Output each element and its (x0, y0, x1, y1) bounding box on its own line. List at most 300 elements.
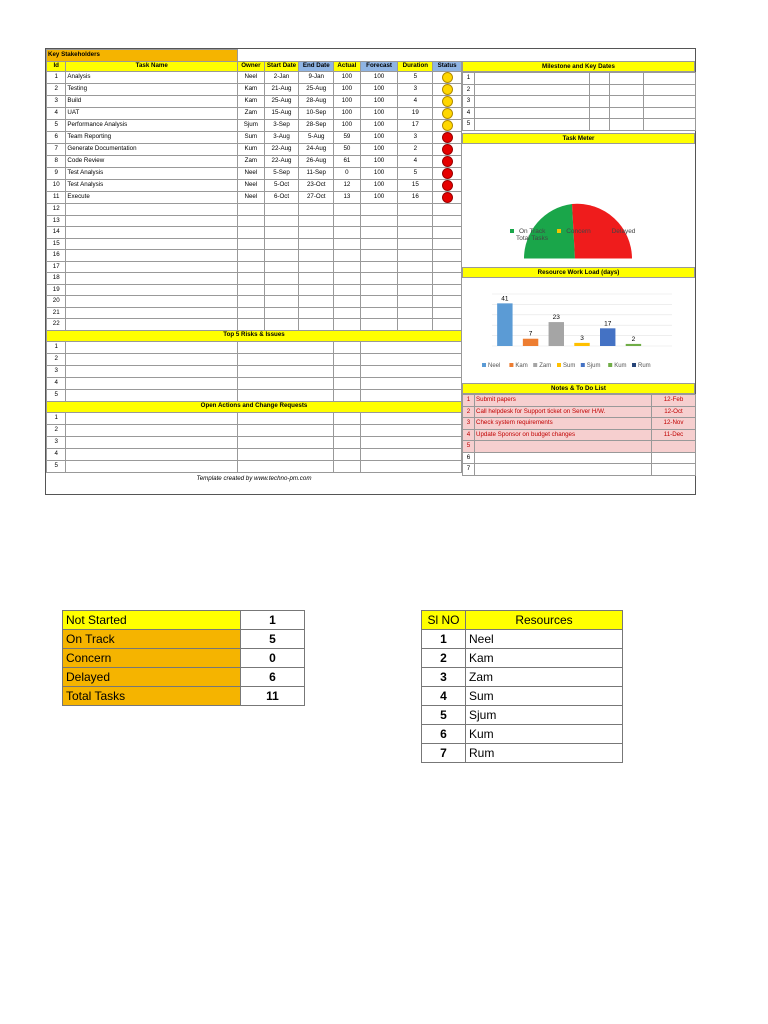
resource-name: Kam (466, 649, 623, 668)
empty-cell (334, 273, 361, 285)
project-dashboard-sheet (45, 48, 696, 495)
empty-cell (610, 96, 644, 108)
empty-cell (299, 261, 334, 273)
empty-cell (360, 261, 398, 273)
empty-cell (398, 319, 433, 331)
note-text (475, 441, 652, 453)
summary-value: 0 (241, 649, 305, 668)
row-id: 5 (47, 389, 66, 401)
empty-cell (590, 84, 610, 96)
task-forecast: 100 (360, 84, 398, 96)
summary-value: 11 (241, 687, 305, 706)
summary-label: Concern (63, 649, 241, 668)
task-status (433, 84, 462, 96)
legend-swatch (581, 363, 585, 367)
task-owner: Neel (238, 168, 265, 180)
task-actual: 100 (334, 120, 361, 132)
empty-cell (475, 452, 652, 464)
task-id: 3 (47, 96, 66, 108)
empty-cell (360, 448, 461, 460)
empty-cell (433, 273, 462, 285)
empty-cell (66, 307, 238, 319)
legend-swatch (557, 363, 561, 367)
task-name: Test Analysis (66, 180, 238, 192)
task-id: 21 (47, 307, 66, 319)
resource-row (422, 668, 623, 687)
task-end: 28-Sep (299, 120, 334, 132)
task-actual: 50 (334, 144, 361, 156)
empty-cell (334, 307, 361, 319)
empty-cell (334, 448, 361, 460)
task-owner: Neel (238, 180, 265, 192)
note-row (463, 429, 696, 441)
task-row (47, 307, 462, 319)
empty-cell (334, 261, 361, 273)
bar-neel (497, 303, 512, 346)
task-status (433, 120, 462, 132)
legend-label-zam: Zam (539, 363, 552, 369)
empty-cell (360, 319, 398, 331)
empty-cell (360, 227, 398, 239)
task-duration: 17 (398, 120, 433, 132)
empty-cell (66, 273, 238, 285)
row-id: 5 (47, 460, 66, 472)
task-forecast: 100 (360, 96, 398, 108)
workload-title: Resource Work Load (days) (462, 267, 695, 278)
empty-cell (334, 284, 361, 296)
empty-cell (264, 238, 299, 250)
task-duration: 2 (398, 144, 433, 156)
task-row (47, 132, 462, 144)
empty-cell (360, 284, 398, 296)
status-indicator-icon (442, 72, 453, 83)
summary-label: Total Tasks (63, 687, 241, 706)
task-id: 4 (47, 108, 66, 120)
empty-cell (264, 296, 299, 308)
legend-delayed: Delayed (611, 228, 636, 235)
task-id: 8 (47, 156, 66, 168)
empty-cell (299, 204, 334, 216)
task-row (47, 72, 462, 84)
task-end: 11-Sep (299, 168, 334, 180)
note-text: Update Sponsor on budget changes (475, 429, 652, 441)
risks-title: Top 5 Risks & Issues (47, 330, 462, 341)
column-header-0: Id (47, 62, 66, 72)
resource-name: Kum (466, 725, 623, 744)
summary-value: 6 (241, 668, 305, 687)
column-header-1: Task Name (66, 62, 238, 72)
empty-cell (238, 365, 334, 377)
empty-cell (334, 250, 361, 262)
task-meter-chart (462, 144, 695, 266)
status-indicator-icon (442, 156, 453, 167)
task-duration: 5 (398, 72, 433, 84)
empty-cell (299, 215, 334, 227)
task-name: Generate Documentation (66, 144, 238, 156)
empty-cell (238, 460, 334, 472)
empty-cell (334, 296, 361, 308)
task-owner: Kam (238, 84, 265, 96)
empty-cell (433, 215, 462, 227)
empty-cell (360, 353, 461, 365)
resource-row (422, 630, 623, 649)
empty-cell (66, 365, 238, 377)
task-id: 14 (47, 227, 66, 239)
empty-cell (360, 412, 461, 424)
note-text: Submit papers (475, 395, 652, 407)
empty-cell (398, 227, 433, 239)
task-row (47, 215, 462, 227)
task-owner: Neel (238, 192, 265, 204)
milestone-row (463, 84, 696, 96)
workload-bar-chart (462, 278, 695, 383)
empty-cell (299, 273, 334, 285)
empty-cell (66, 227, 238, 239)
empty-cell (360, 296, 398, 308)
task-end: 23-Oct (299, 180, 334, 192)
empty-cell (238, 307, 265, 319)
empty-cell (360, 273, 398, 285)
empty-cell (475, 96, 590, 108)
empty-cell (66, 424, 238, 436)
task-row (47, 227, 462, 239)
empty-cell (66, 436, 238, 448)
row-id: 4 (47, 448, 66, 460)
empty-cell (238, 436, 334, 448)
empty-cell (334, 341, 361, 353)
empty-cell (238, 377, 334, 389)
empty-cell (398, 250, 433, 262)
row-id: 3 (463, 418, 475, 430)
empty-cell (590, 73, 610, 85)
task-status (433, 144, 462, 156)
task-end: 25-Aug (299, 84, 334, 96)
note-date: 11-Dec (652, 429, 696, 441)
milestone-row (463, 96, 696, 108)
row-id: 1 (463, 395, 475, 407)
legend-swatch (632, 363, 636, 367)
empty-cell (66, 250, 238, 262)
empty-cell (644, 84, 696, 96)
empty-cell (238, 284, 265, 296)
list-item (47, 412, 462, 424)
summary-label: On Track (63, 630, 241, 649)
resource-no: 6 (422, 725, 466, 744)
task-status (433, 180, 462, 192)
summary-row (63, 649, 305, 668)
task-start: 22-Aug (264, 156, 299, 168)
resource-row (422, 649, 623, 668)
task-actual: 100 (334, 108, 361, 120)
task-id: 13 (47, 215, 66, 227)
empty-cell (398, 238, 433, 250)
empty-cell (299, 250, 334, 262)
task-meter-legend (510, 228, 645, 242)
task-owner: Kum (238, 144, 265, 156)
task-duration: 3 (398, 132, 433, 144)
row-id: 2 (463, 406, 475, 418)
notes-title: Notes & To Do List (462, 383, 695, 394)
empty-cell (238, 424, 334, 436)
bar-value-label: 3 (580, 334, 584, 342)
task-name: Code Review (66, 156, 238, 168)
bar-zam (549, 322, 564, 346)
empty-cell (334, 436, 361, 448)
task-status (433, 108, 462, 120)
task-forecast: 100 (360, 156, 398, 168)
legend-swatch (608, 363, 612, 367)
empty-cell (644, 73, 696, 85)
resource-name: Zam (466, 668, 623, 687)
task-name: Test Analysis (66, 168, 238, 180)
empty-cell (238, 296, 265, 308)
legend-swatch (482, 363, 486, 367)
summary-row (63, 687, 305, 706)
task-id: 22 (47, 319, 66, 331)
task-end: 10-Sep (299, 108, 334, 120)
task-id: 2 (47, 84, 66, 96)
note-date: 12-Feb (652, 395, 696, 407)
task-row (47, 261, 462, 273)
list-item (47, 341, 462, 353)
empty-cell (264, 215, 299, 227)
empty-cell (334, 353, 361, 365)
status-indicator-icon (442, 84, 453, 95)
empty-cell (398, 307, 433, 319)
key-stakeholders-label: Key Stakeholders (47, 50, 238, 62)
empty-cell (66, 341, 238, 353)
task-duration: 19 (398, 108, 433, 120)
row-id: 5 (463, 441, 475, 453)
task-id: 19 (47, 284, 66, 296)
resource-no: 2 (422, 649, 466, 668)
status-indicator-icon (442, 96, 453, 107)
empty-cell (66, 238, 238, 250)
empty-cell (238, 412, 334, 424)
task-forecast: 100 (360, 180, 398, 192)
task-start: 15-Aug (264, 108, 299, 120)
task-start: 5-Oct (264, 180, 299, 192)
empty-cell (433, 319, 462, 331)
task-row (47, 168, 462, 180)
resource-no: 5 (422, 706, 466, 725)
empty-cell (66, 460, 238, 472)
empty-cell (66, 377, 238, 389)
task-status (433, 156, 462, 168)
list-item (47, 365, 462, 377)
empty-cell (398, 296, 433, 308)
empty-cell (433, 204, 462, 216)
task-end: 9-Jan (299, 72, 334, 84)
empty-cell (360, 238, 398, 250)
task-duration: 4 (398, 156, 433, 168)
empty-cell (334, 389, 361, 401)
resource-no: 4 (422, 687, 466, 706)
task-name: Testing (66, 84, 238, 96)
task-duration: 16 (398, 192, 433, 204)
empty-cell (238, 341, 334, 353)
task-row (47, 319, 462, 331)
task-name: Analysis (66, 72, 238, 84)
empty-cell (66, 215, 238, 227)
empty-cell (475, 73, 590, 85)
row-id: 2 (47, 424, 66, 436)
note-row (463, 452, 696, 464)
task-id: 15 (47, 238, 66, 250)
task-start: 22-Aug (264, 144, 299, 156)
task-row (47, 284, 462, 296)
task-row (47, 250, 462, 262)
note-row (463, 464, 696, 476)
task-row (47, 180, 462, 192)
empty-cell (398, 273, 433, 285)
task-name: Execute (66, 192, 238, 204)
status-indicator-icon (442, 168, 453, 179)
note-text: Check system requirements (475, 418, 652, 430)
summary-value: 5 (241, 630, 305, 649)
empty-cell (238, 261, 265, 273)
task-id: 6 (47, 132, 66, 144)
row-id: 3 (463, 96, 475, 108)
status-indicator-icon (442, 144, 453, 155)
task-end: 28-Aug (299, 96, 334, 108)
empty-cell (610, 84, 644, 96)
empty-cell (66, 319, 238, 331)
task-start: 2-Jan (264, 72, 299, 84)
task-id: 7 (47, 144, 66, 156)
empty-cell (264, 273, 299, 285)
empty-cell (360, 250, 398, 262)
legend-swatch (509, 363, 513, 367)
row-id: 4 (463, 429, 475, 441)
task-end: 24-Aug (299, 144, 334, 156)
task-owner: Zam (238, 156, 265, 168)
summary-label: Delayed (63, 668, 241, 687)
list-item (47, 448, 462, 460)
empty-cell (334, 460, 361, 472)
column-header-8: Status (433, 62, 462, 72)
resource-row (422, 725, 623, 744)
empty-cell (610, 119, 644, 131)
status-summary-table (62, 610, 305, 706)
empty-cell (238, 250, 265, 262)
column-header-3: Start Date (264, 62, 299, 72)
summary-row (63, 630, 305, 649)
task-start: 3-Sep (264, 120, 299, 132)
task-header-row (47, 62, 462, 72)
task-forecast: 100 (360, 144, 398, 156)
task-end: 27-Oct (299, 192, 334, 204)
task-start: 6-Oct (264, 192, 299, 204)
empty-cell (66, 204, 238, 216)
summary-row (63, 611, 305, 630)
resources-header-name: Resources (466, 611, 623, 630)
column-header-7: Duration (398, 62, 433, 72)
empty-cell (334, 424, 361, 436)
empty-cell (264, 284, 299, 296)
empty-cell (238, 353, 334, 365)
empty-cell (433, 238, 462, 250)
empty-cell (610, 73, 644, 85)
summary-label: Not Started (63, 611, 241, 630)
resource-no: 3 (422, 668, 466, 687)
empty-cell (66, 284, 238, 296)
task-table (46, 49, 462, 485)
task-id: 20 (47, 296, 66, 308)
legend-on-track: On Track (519, 228, 546, 235)
empty-cell (299, 284, 334, 296)
status-indicator-icon (442, 192, 453, 203)
empty-cell (299, 296, 334, 308)
note-date (652, 441, 696, 453)
legend-label-sum: Sum (563, 363, 576, 369)
task-id: 18 (47, 273, 66, 285)
empty-cell (238, 227, 265, 239)
task-actual: 0 (334, 168, 361, 180)
task-actual: 61 (334, 156, 361, 168)
empty-cell (299, 227, 334, 239)
row-id: 1 (47, 341, 66, 353)
empty-cell (398, 261, 433, 273)
row-id: 4 (47, 377, 66, 389)
empty-cell (590, 96, 610, 108)
milestone-row (463, 119, 696, 131)
empty-cell (66, 448, 238, 460)
empty-cell (475, 84, 590, 96)
legend-label-rum: Rum (638, 363, 651, 369)
resources-table (421, 610, 623, 763)
task-start: 25-Aug (264, 96, 299, 108)
empty-cell (334, 319, 361, 331)
empty-cell (360, 436, 461, 448)
empty-cell (334, 238, 361, 250)
bar-kam (523, 339, 538, 346)
empty-cell (433, 307, 462, 319)
empty-cell (644, 119, 696, 131)
row-id: 1 (47, 412, 66, 424)
task-id: 1 (47, 72, 66, 84)
resource-no: 1 (422, 630, 466, 649)
empty-cell (66, 389, 238, 401)
empty-cell (238, 389, 334, 401)
empty-cell (433, 261, 462, 273)
list-item (47, 460, 462, 472)
empty-cell (264, 250, 299, 262)
task-status (433, 168, 462, 180)
task-row (47, 204, 462, 216)
empty-cell (66, 296, 238, 308)
task-row (47, 120, 462, 132)
task-row (47, 84, 462, 96)
actions-title: Open Actions and Change Requests (47, 401, 462, 412)
task-id: 9 (47, 168, 66, 180)
column-header-4: End Date (299, 62, 334, 72)
empty-cell (644, 96, 696, 108)
task-actual: 59 (334, 132, 361, 144)
empty-cell (299, 238, 334, 250)
bar-value-label: 17 (604, 320, 612, 328)
empty-cell (360, 377, 461, 389)
resource-name: Neel (466, 630, 623, 649)
bar-sum (574, 343, 589, 346)
note-text: Call helpdesk for Support ticket on Server H/W. (475, 406, 652, 418)
task-name: Performance Analysis (66, 120, 238, 132)
task-actual: 12 (334, 180, 361, 192)
resource-row (422, 744, 623, 763)
empty-cell (475, 464, 652, 476)
empty-cell (334, 215, 361, 227)
legend-label-kam: Kam (515, 363, 528, 369)
